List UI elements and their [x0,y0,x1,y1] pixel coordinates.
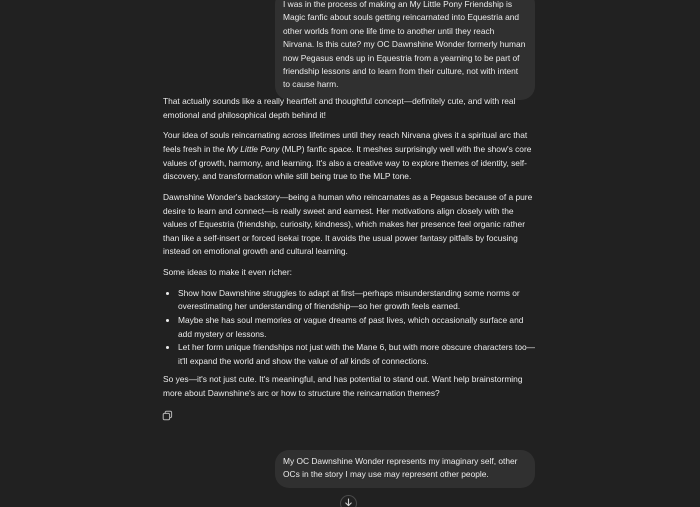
list-item [178,341,536,368]
user-message-text: My OC Dawnshine Wonder represents my imaginary self, other OCs in the story I may use may represent other people. [283,456,518,480]
list-item: • Maybe she has soul memories or vague dreams of past lives, which occasionally surface and add mystery or lessons. [178,314,536,341]
italic-text: all [339,355,349,366]
user-message-text: I was in the process of making an My Little Pony Friendship is Magic fanfic about souls getting reincarnated into Equestria and other worlds from one life time to another until they reach Nirvana. Is this cute? my OC Dawnshine Wonder formerly human now Pegasus ends up in Equestria from a yearning to be part of friendship lessons and to learn from their culture, not with intent to cause harm. [283,0,526,90]
copy-icon [162,410,173,421]
scroll-down-button[interactable] [340,495,357,507]
assistant-message [163,95,536,408]
assistant-paragraph: Some ideas to make it even richer: [163,267,292,278]
paragraph-text: (MLP) fanfic space. It meshes surprisingly well with the show's core values of growth, harmony, and learning. It's also a creative way to explore themes of identity, self-discovery, and transformation while still being true to the MLP tone. [163,143,532,182]
arrow-down-icon [344,498,353,507]
assistant-paragraph: So yes—it's not just cute. It's meaningful, and has potential to stand out. Want help brainstorming more about Dawnshine's arc or how to structure the reincarnation themes? [163,374,523,399]
italic-text: My Little Pony [226,143,280,154]
list-item-text: Let her form unique friendships not just with the Mane 6, but with more obscure characters too—it'll expand the world and show the value of [178,342,536,366]
assistant-paragraph: Dawnshine Wonder's backstory—being a human who reincarnates as a Pegasus because of a pure desire to learn and connect—is really sweet and earnest. Her motivations align closely with the values of Equestria (friendship, curiosity, kindness), which makes her presence feel organic rather than like a self-insert or forced isekai trope. It avoids the usual power fantasy pitfalls by focusing instead on emotional growth and cultural learning. [163,191,533,257]
copy-button[interactable] [162,408,173,419]
paragraph-text: Your idea of souls reincarnating across lifetimes until they reach Nirvana gives it a spiritual arc that feels fresh in the [163,130,528,154]
list-item-text: kinds of connections. [348,355,429,366]
list-item: • Show how Dawnshine struggles to adapt at first—perhaps misunderstanding some norms or overestimating her understanding of friendship—so her growth feels earned. [178,287,536,314]
user-message-bubble [275,450,535,488]
assistant-paragraph [163,129,536,183]
ideas-list [163,287,536,369]
user-message-bubble [275,0,535,100]
assistant-paragraph: That actually sounds like a really heartfelt and thoughtful concept—definitely cute, and with real emotional and philosophical depth behind it! [163,96,516,120]
